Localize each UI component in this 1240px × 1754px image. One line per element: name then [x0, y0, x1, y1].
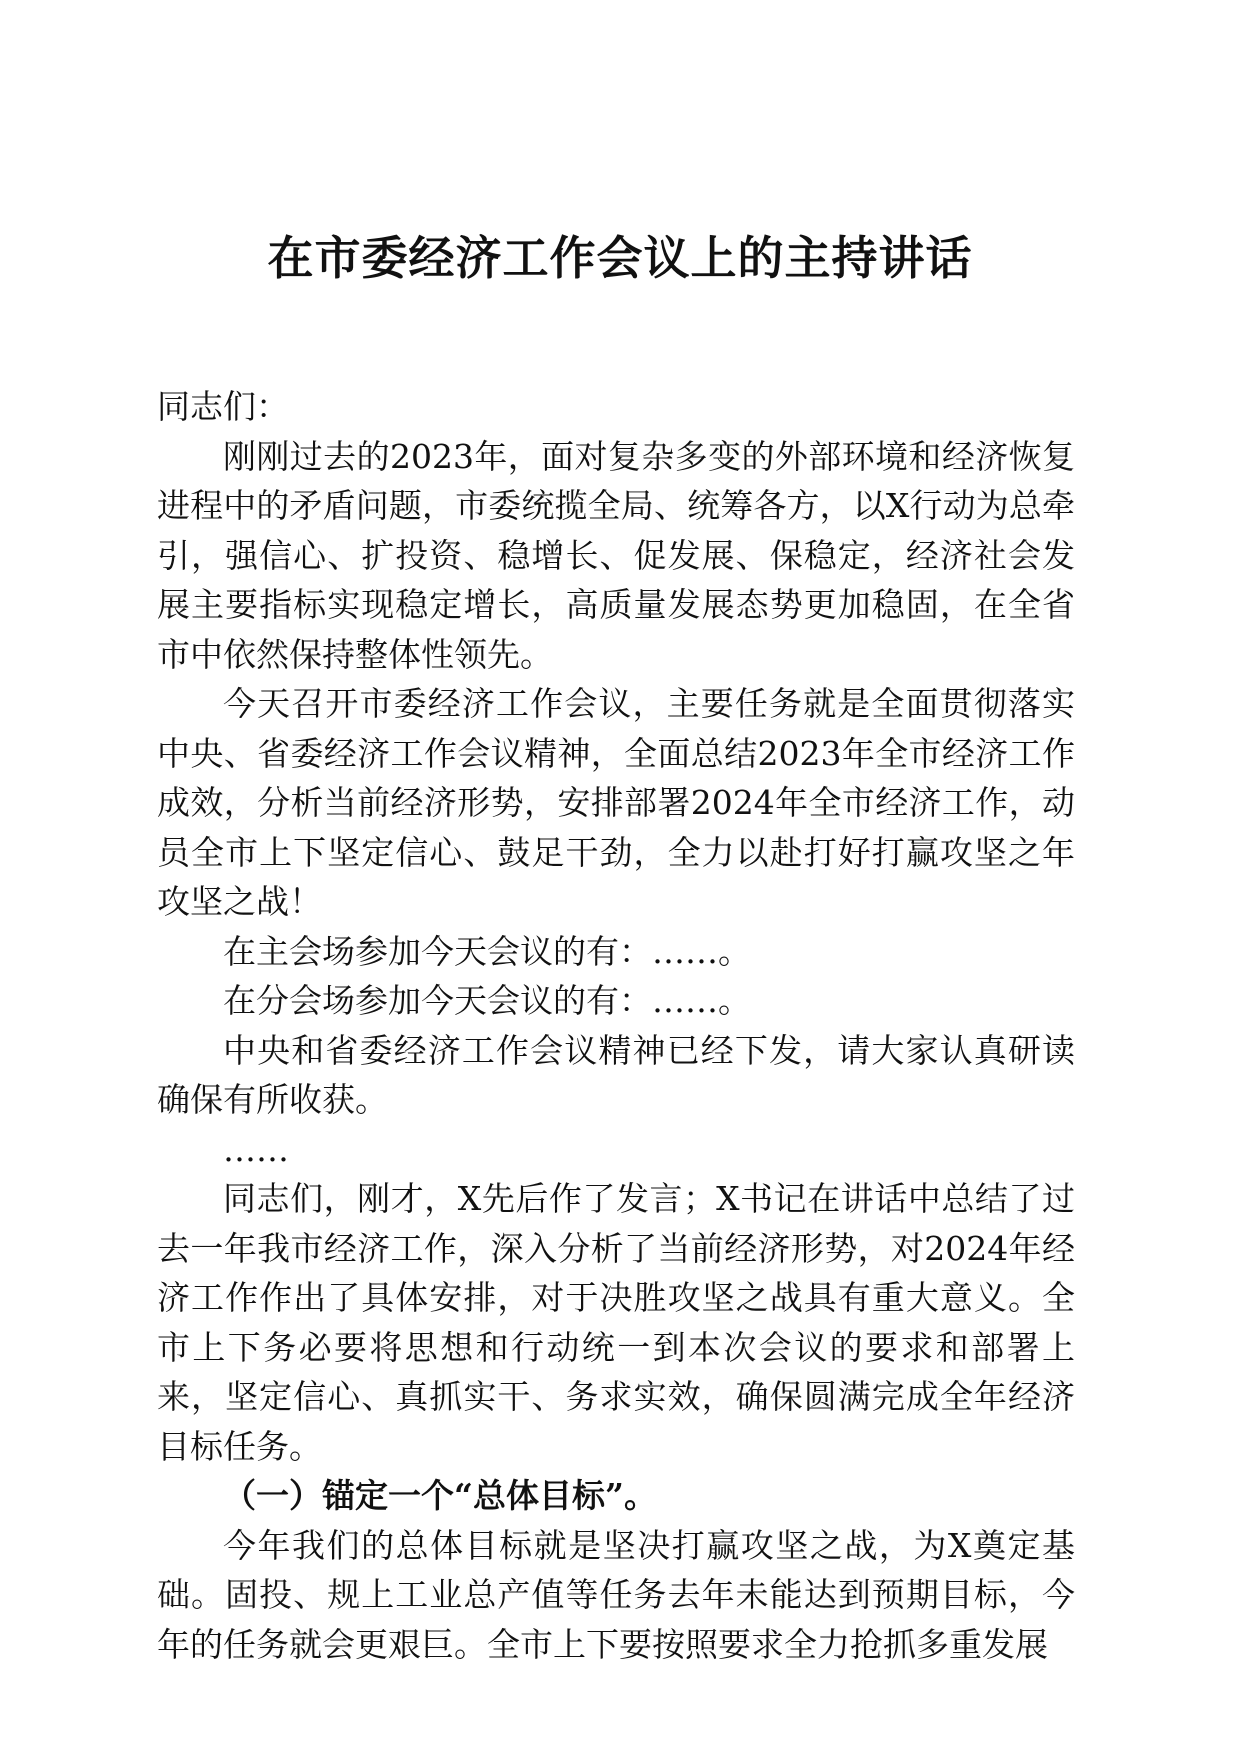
document-body [157, 382, 1075, 1669]
paragraph-main-venue: 在主会场参加今天会议的有：……。 [223, 931, 751, 971]
paragraph-sub-venue: 在分会场参加今天会议的有：……。 [223, 981, 751, 1020]
paragraph-ellipsis: …… [223, 1129, 289, 1169]
paragraph-summary: 同志们，刚才，X先后作了发言；X书记在讲话中总结了过去一年我市经济工作，深入分析了当前经济形势，对2024年经济工作作出了具体安排，对于决胜攻坚之战具有重大意义。全市上下务必要将思想和行动统一到本次会议的要求和部署上来，坚定信心、真抓实干、务求实效，确保圆满完成全年经济目标任务。 [157, 1179, 1075, 1466]
paragraph-meeting-purpose: 今天召开市委经济工作会议，主要任务就是全面贯彻落实中央、省委经济工作会议精神，全面总结2023年全市经济工作成效，分析当前经济形势，安排部署2024年全市经济工作，动员全市上下坚定信心、鼓足干劲，全力以赴打好打赢攻坚之年攻坚之战！ [157, 684, 1075, 921]
paragraph-spirit-issued: 中央和省委经济工作会议精神已经下发，请大家认真研读确保有所收获。 [157, 1030, 1075, 1119]
paragraph-review-2023: 刚刚过去的2023年，面对复杂多变的外部环境和经济恢复进程中的矛盾问题，市委统揽全局、统筹各方，以X行动为总牵引，强信心、扩投资、稳增长、促发展、保稳定，经济社会发展主要指标实现稳定增长，高质量发展态势更加稳固，在全省市中依然保持整体性领先。 [157, 436, 1075, 674]
document-title: 在市委经济工作会议上的主持讲话 [267, 231, 973, 285]
salutation: 同志们： [157, 387, 289, 426]
section-subheading: （一）锚定一个“总体目标”。 [223, 1476, 657, 1515]
paragraph-overall-goal: 今年我们的总体目标就是坚决打赢攻坚之战，为X奠定基础。固投、规上工业总产值等任务去年未能达到预期目标，今年的任务就会更艰巨。全市上下要按照要求全力抢抓多重发展 [157, 1525, 1075, 1664]
